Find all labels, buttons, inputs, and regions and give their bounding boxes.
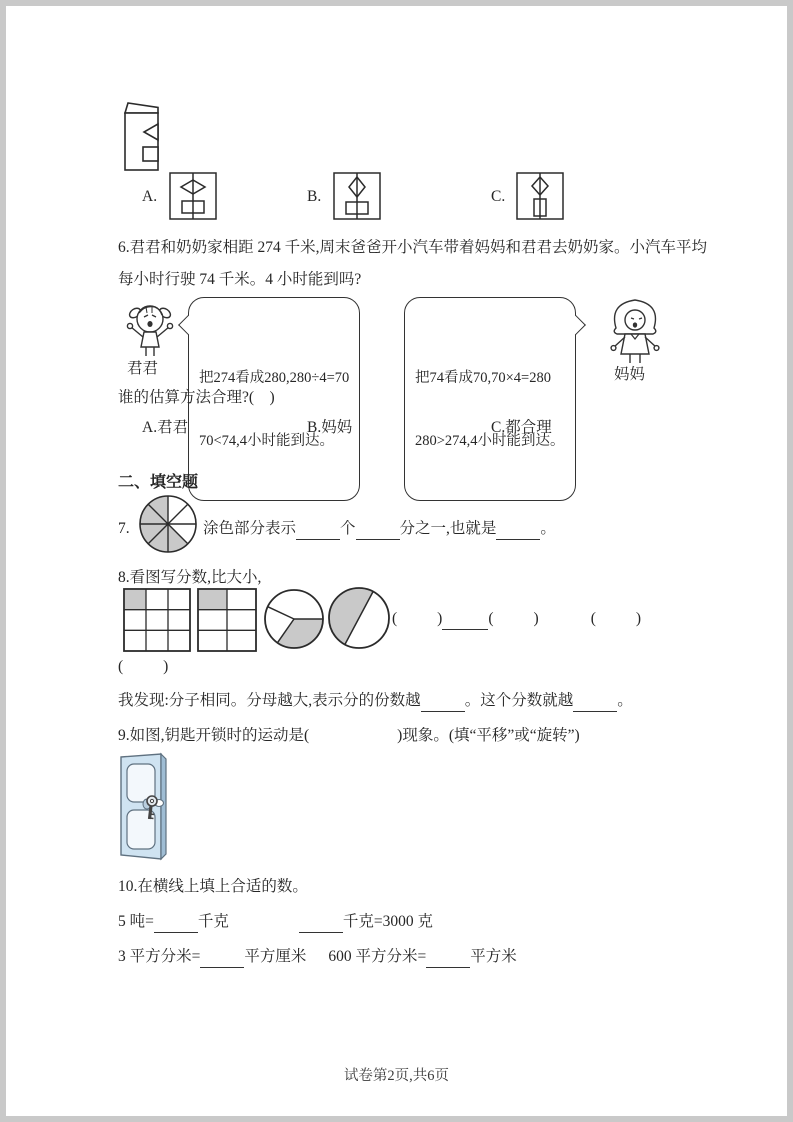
mom-name-label: 妈妈 [614, 366, 646, 383]
q5-option-a-label: A. [142, 188, 158, 205]
q5-option-c-figure [516, 172, 564, 220]
section-2-heading: 二、填空题 [118, 474, 199, 491]
girl-illustration [114, 298, 186, 364]
folded-card-figure [114, 100, 174, 174]
q10-line2-b: 平方厘米 [244, 948, 307, 965]
q10-line2 [118, 946, 517, 968]
answer-blank [299, 916, 343, 933]
door-figure [114, 752, 178, 866]
mom-bubble-line2: 280>274,4小时能到达。 [415, 433, 565, 449]
comparison-blank [442, 613, 488, 630]
answer-slot: ( ) [488, 610, 539, 627]
q6-text-line2: 每小时行驶 74 千米。4 小时能到吗? [118, 271, 362, 288]
q7-seg3: 分之一,也就是 [399, 520, 497, 537]
answer-blank [496, 523, 540, 540]
bubble-tail-right [566, 315, 586, 335]
q7-number: 7. [118, 520, 130, 537]
q6-option-c: C.都合理 [491, 419, 552, 436]
answer-blank [573, 695, 617, 712]
grid-figure-1 [123, 588, 191, 652]
answer-slot: ( ) [118, 658, 169, 675]
q10-line1-b: 千克 [197, 913, 229, 930]
q8-answer-slot-extra [118, 656, 168, 678]
q5-option-a-figure [169, 172, 217, 220]
q9-seg1: 9.如图,钥匙开锁时的运动是( [118, 727, 310, 744]
girl-bubble-line1: 把274看成280,280÷4=70 [199, 370, 350, 386]
q10-line1-c: 千克=3000 克 [342, 913, 434, 930]
q8-find-seg1: 我发现:分子相同。分母越大,表示分的份数越 [118, 692, 421, 709]
q8-answer-slots-line [392, 608, 641, 630]
q8-title: 8.看图写分数,比大小, [118, 569, 262, 586]
pie-figure [137, 493, 199, 555]
q6-ask: 谁的估算方法合理?( ) [118, 389, 275, 406]
answer-blank [356, 523, 400, 540]
answer-blank [154, 916, 198, 933]
q7-seg2: 个 [340, 520, 356, 537]
q10-line2-c: 600 平方分米= [328, 948, 427, 965]
q5-option-c-label: C. [491, 188, 506, 205]
q6-option-a: A.君君 [142, 419, 189, 436]
girl-name-label: 君君 [127, 360, 159, 377]
q10-line2-d: 平方米 [470, 948, 517, 965]
answer-blank [296, 523, 340, 540]
circle-figure-1 [262, 586, 326, 652]
answer-blank [421, 695, 465, 712]
q7-text [203, 518, 556, 540]
door-edge [161, 754, 166, 859]
q10-line1 [118, 911, 433, 933]
q6-text-line1: 6.君君和奶奶家相距 274 千米,周末爸爸开小汽车带着妈妈和君君去奶奶家。小汽车平均 [118, 239, 708, 256]
grid-figure-2 [197, 588, 257, 652]
page-footer: 试卷第2页,共6页 [343, 1068, 450, 1084]
q9-text [118, 725, 580, 747]
speech-bubble-mom [404, 297, 576, 501]
q7-seg4: 。 [540, 520, 556, 537]
mom-illustration [602, 292, 668, 368]
q6-option-b: B.妈妈 [307, 419, 353, 436]
q10-line2-a: 3 平方分米= [118, 948, 201, 965]
q8-finding-line [118, 690, 633, 712]
q9-seg2: )现象。(填“平移”或“旋转”) [397, 727, 580, 744]
q7-seg1: 涂色部分表示 [203, 520, 297, 537]
q10-line1-a: 5 吨= [118, 913, 154, 930]
q8-find-seg3: 。 [617, 692, 633, 709]
answer-blank [200, 951, 244, 968]
mom-bubble-line1: 把74看成70,70×4=280 [415, 370, 551, 386]
q5-option-b-label: B. [307, 188, 322, 205]
answer-blank [426, 951, 470, 968]
answer-slot: ( ) [392, 610, 443, 627]
q8-find-seg2: 。这个分数就越 [464, 692, 574, 709]
q5-option-b-figure [333, 172, 381, 220]
girl-bubble-line2: 70<74,4小时能到达。 [199, 433, 335, 449]
circle-figure-2 [326, 584, 392, 652]
q10-title: 10.在横线上填上合适的数。 [118, 878, 308, 895]
answer-slot: ( ) [590, 610, 642, 627]
